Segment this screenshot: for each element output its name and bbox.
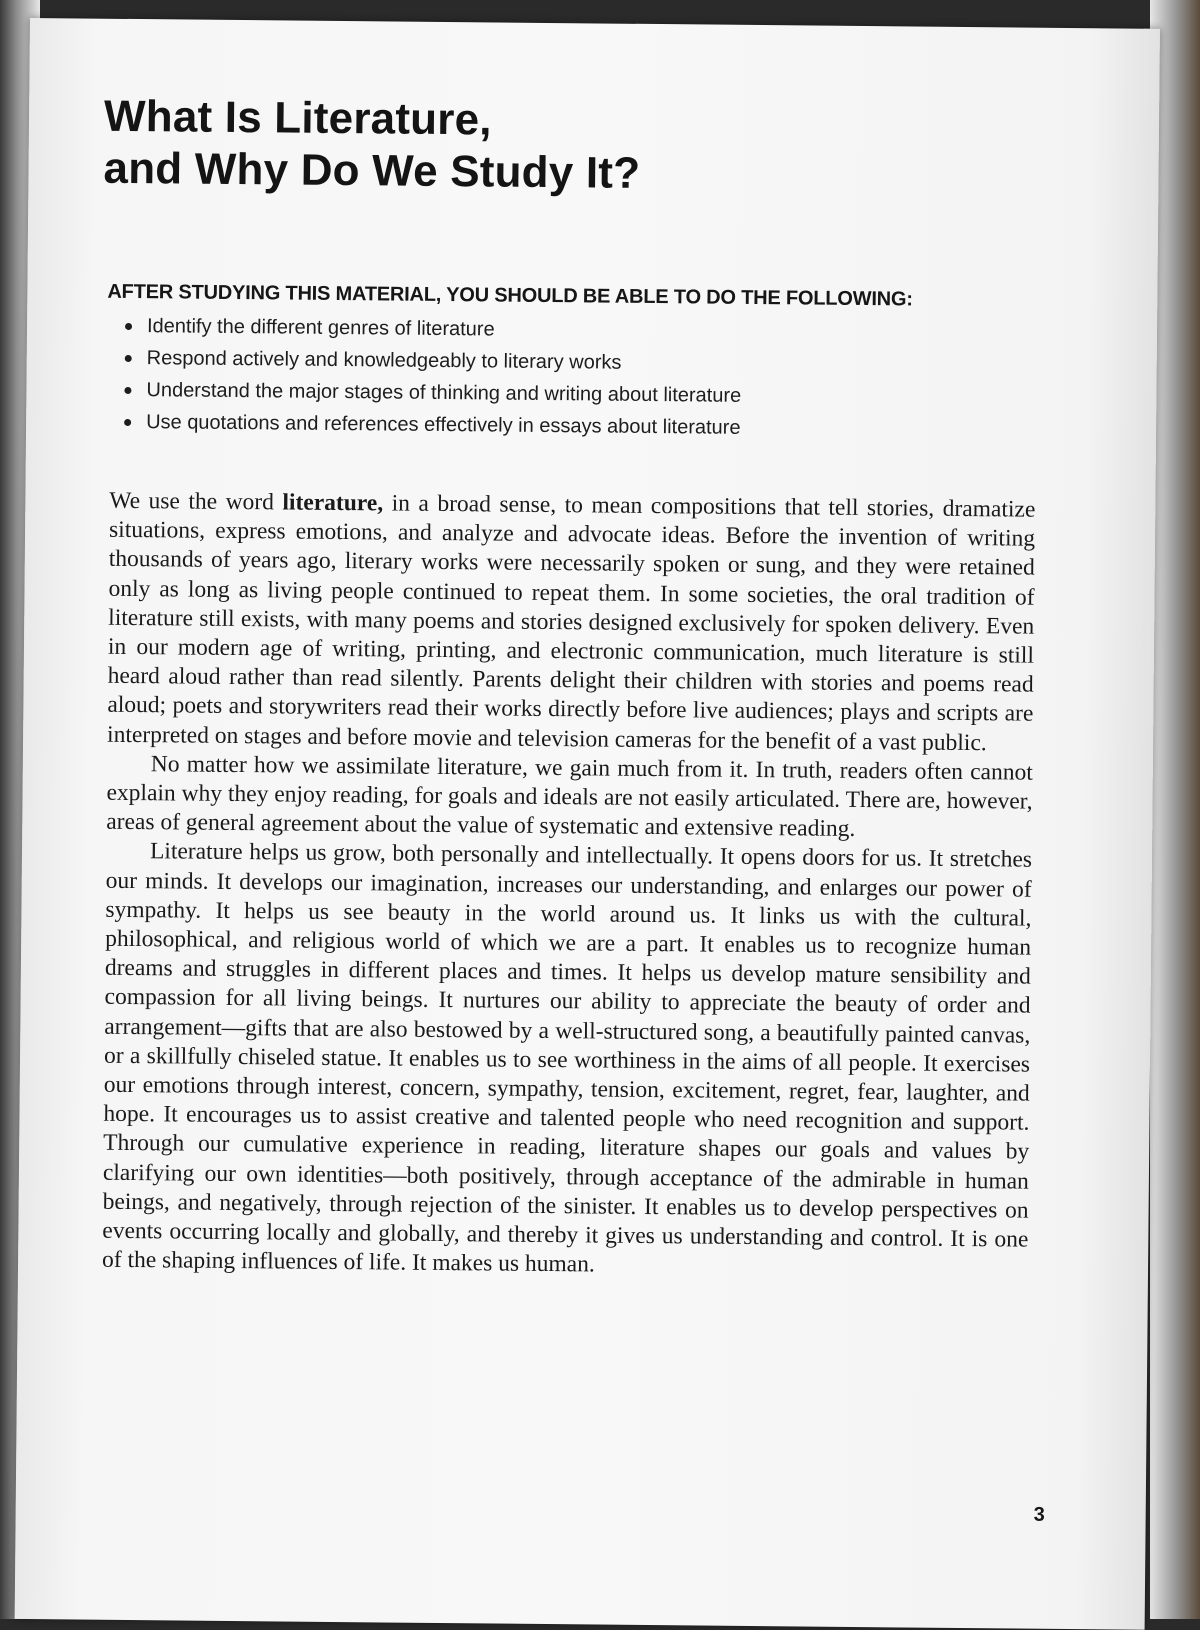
paragraph-3: Literature helps us grow, both personally and intellectually. It opens doors for us. It stretches our minds. It develops our imagination, increases our understanding, and enlarges our power of sympathy. It helps us see beauty in the world around us. It links us with the cultural, philosophical, and religious world of which we are a part. It enables us to recognize human dreams and struggles in different places and times. It helps us develop mature sensibility and compassion for all living beings. It nurtures our ability to appreciate the beauty of order and arrangement—gifts that are also bestowed by a well-structured song, a beautifully painted canvas, or a skillfully chiseled statue. It enables us to see worthiness in the aims of all people. It exercises our emotions through interest, concern, sympathy, tension, excitement, regret, fear, laughter, and hope. It encourages us to assist creative and talented people who need recognition and support. Through our cumulative experience in reading, literature shapes our goals and values by clarifying our own identities—both positively, through acceptance of the admirable in human beings, and negatively, through rejection of the sinister. It enables us to develop perspectives on events occurring locally and globally, and thereby it gives us understanding and control. It is one of the shaping influences of life. It makes us human. (101, 838, 1033, 1278)
paragraph-2: No matter how we assimilate literature, we gain much from it. In truth, readers often cannot explain why they enjoy reading, for goals and ideals are not easily articulated. There are, however, areas of general agreement about the value of systematic and extensive reading. (106, 751, 1033, 843)
book-page (15, 18, 1160, 1630)
paragraph-1 (107, 487, 1035, 759)
objectives-list (106, 310, 1047, 447)
objective-item: Use quotations and references effectively in essays about literature (124, 406, 1046, 447)
paragraph-1-rest: in a broad sense, to mean compositions that tell stories, dramatize situations, express emotions, and analyze and advocate ideas. Before the invention of writing thousands of years ago, literary works were necessarily spoken or sung, and they were retained only as long as living people continued to repeat them. In some societies, the oral tradition of literature still exists, with many poems and stories designed exclusively for spoken delivery. Even in our modern age of writing, printing, and electronic communication, much literature is still heard aloud rather than read silently. Parents delight their children with stories and poems read aloud; poets and storywriters read their works directly before live audiences; plays and scripts are interpreted on stages and before movie and television cameras for the benefit of a vast public. (107, 490, 1036, 756)
objectives-heading: AFTER STUDYING THIS MATERIAL, YOU SHOULD BE ABLE TO DO THE FOLLOWING: (107, 280, 913, 311)
title-line-2: and Why Do We Study It? (103, 143, 641, 198)
learning-objectives (106, 281, 1047, 447)
page-number: 3 (1033, 1503, 1045, 1526)
page-title (103, 91, 641, 200)
objective-item: Respond actively and knowledgeably to literary works (125, 342, 1047, 383)
keyword-literature: literature, (282, 489, 384, 517)
paragraph-1-lead: We use the word (109, 487, 283, 516)
objective-item: Understand the major stages of thinking and writing about literature (124, 374, 1046, 415)
body-text (102, 487, 1036, 1284)
objective-item: Identify the different genres of literature (125, 310, 1047, 351)
title-line-1: What Is Literature, (103, 91, 492, 145)
